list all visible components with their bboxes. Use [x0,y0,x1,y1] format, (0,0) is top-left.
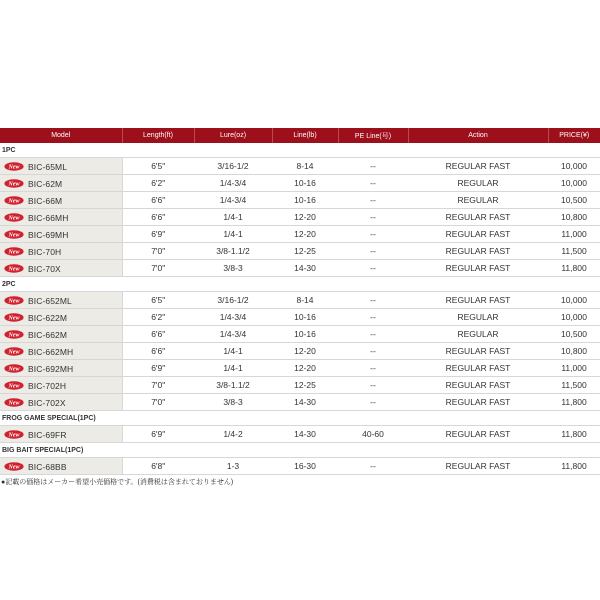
model-name: BIC-692MH [28,363,74,374]
line-cell: 8-14 [272,158,338,175]
length-cell: 7'0" [122,260,194,277]
model-cell [0,192,122,209]
action-cell: REGULAR FAST [408,243,548,260]
pe-line-cell: -- [338,458,408,475]
table-row [0,426,600,443]
price-cell: 11,800 [548,260,600,277]
price-cell: 10,000 [548,292,600,309]
model-name: BIC-68BB [28,461,67,472]
price-cell: 11,000 [548,226,600,243]
model-name: BIC-702X [28,397,66,408]
model-cell [0,377,122,394]
price-cell: 11,500 [548,377,600,394]
rod-spec-table [0,128,600,475]
length-cell: 7'0" [122,377,194,394]
pe-line-cell: -- [338,394,408,411]
table-row [0,360,600,377]
column-header-price: PRICE(¥) [548,128,600,143]
line-cell: 8-14 [272,292,338,309]
price-cell: 11,500 [548,243,600,260]
length-cell: 6'6" [122,326,194,343]
model-name: BIC-65ML [28,161,68,172]
length-cell: 6'5" [122,292,194,309]
action-cell: REGULAR FAST [408,260,548,277]
length-cell: 7'0" [122,243,194,260]
model-name: BIC-622M [28,312,68,323]
pe-line-cell: -- [338,260,408,277]
new-badge-icon [4,381,24,390]
model-cell [0,226,122,243]
action-cell: REGULAR FAST [408,226,548,243]
lure-cell: 1/4-2 [194,426,272,443]
line-cell: 14-30 [272,426,338,443]
pe-line-cell: -- [338,192,408,209]
new-badge-icon [4,462,24,471]
model-cell [0,209,122,226]
lure-cell: 1/4-3/4 [194,309,272,326]
model-cell [0,175,122,192]
new-badge-icon [4,330,24,339]
model-name: BIC-662M [28,329,68,340]
section-title: 1PC [0,143,600,158]
table-row [0,192,600,209]
length-cell: 6'8" [122,458,194,475]
line-cell: 10-16 [272,175,338,192]
model-cell [0,260,122,277]
lure-cell: 3/8-1.1/2 [194,377,272,394]
lure-cell: 1/4-1 [194,343,272,360]
lure-cell: 3/8-1.1/2 [194,243,272,260]
svg-text:New: New [8,432,20,439]
svg-text:New: New [8,366,20,373]
table-row [0,309,600,326]
action-cell: REGULAR FAST [408,158,548,175]
new-badge-icon [4,247,24,256]
pe-line-cell: -- [338,360,408,377]
new-badge-icon [4,430,24,439]
action-cell: REGULAR [408,326,548,343]
svg-text:New: New [8,349,20,356]
table-row [0,326,600,343]
length-cell: 6'6" [122,192,194,209]
length-cell: 6'9" [122,360,194,377]
lure-cell: 1/4-3/4 [194,326,272,343]
column-header-line: Line(lb) [272,128,338,143]
action-cell: REGULAR FAST [408,292,548,309]
model-name: BIC-66MH [28,212,69,223]
new-badge-icon [4,196,24,205]
line-cell: 16-30 [272,458,338,475]
lure-cell: 1/4-1 [194,209,272,226]
price-cell: 10,000 [548,175,600,192]
section-header-row [0,143,600,158]
length-cell: 6'9" [122,426,194,443]
pe-line-cell: -- [338,326,408,343]
model-cell [0,158,122,175]
section-header-row [0,277,600,292]
lure-cell: 3/16-1/2 [194,158,272,175]
action-cell: REGULAR FAST [408,394,548,411]
line-cell: 10-16 [272,326,338,343]
table-row [0,260,600,277]
action-cell: REGULAR FAST [408,377,548,394]
new-badge-icon [4,230,24,239]
new-badge-icon [4,347,24,356]
price-cell: 10,800 [548,343,600,360]
section-title: BIG BAIT SPECIAL(1PC) [0,443,600,458]
pe-line-cell: 40-60 [338,426,408,443]
model-name: BIC-70H [28,246,62,257]
svg-text:New: New [8,249,20,256]
model-cell [0,343,122,360]
price-cell: 10,000 [548,309,600,326]
table-row [0,226,600,243]
line-cell: 12-20 [272,360,338,377]
price-footnote: ●記載の価格はメーカー希望小売価格です。(消費税は含まれておりません) [1,479,234,486]
pe-line-cell: -- [338,175,408,192]
line-cell: 10-16 [272,192,338,209]
length-cell: 6'2" [122,309,194,326]
line-cell: 12-20 [272,209,338,226]
action-cell: REGULAR FAST [408,343,548,360]
pe-line-cell: -- [338,292,408,309]
svg-text:New: New [8,332,20,339]
action-cell: REGULAR FAST [408,209,548,226]
model-name: BIC-62M [28,178,63,189]
pe-line-cell: -- [338,343,408,360]
price-cell: 11,800 [548,458,600,475]
pe-line-cell: -- [338,309,408,326]
price-cell: 10,500 [548,192,600,209]
length-cell: 6'2" [122,175,194,192]
model-cell [0,426,122,443]
column-header-action: Action [408,128,548,143]
action-cell: REGULAR [408,192,548,209]
new-badge-icon [4,213,24,222]
svg-text:New: New [8,198,20,205]
table-row [0,175,600,192]
svg-text:New: New [8,464,20,471]
svg-text:New: New [8,383,20,390]
model-name: BIC-69FR [28,429,67,440]
model-cell [0,309,122,326]
table-row [0,394,600,411]
pe-line-cell: -- [338,243,408,260]
model-name: BIC-662MH [28,346,74,357]
price-cell: 10,000 [548,158,600,175]
lure-cell: 1/4-3/4 [194,175,272,192]
line-cell: 14-30 [272,394,338,411]
table-row [0,343,600,360]
svg-text:New: New [8,400,20,407]
line-cell: 14-30 [272,260,338,277]
line-cell: 10-16 [272,309,338,326]
table-row [0,292,600,309]
price-cell: 11,000 [548,360,600,377]
svg-text:New: New [8,266,20,273]
action-cell: REGULAR [408,175,548,192]
model-cell [0,394,122,411]
action-cell: REGULAR FAST [408,426,548,443]
model-cell [0,326,122,343]
table-header-row [0,128,600,143]
lure-cell: 1/4-1 [194,360,272,377]
svg-text:New: New [8,215,20,222]
table-row [0,458,600,475]
line-cell: 12-25 [272,243,338,260]
column-header-length: Length(ft) [122,128,194,143]
table-row [0,377,600,394]
model-name: BIC-66M [28,195,63,206]
price-cell: 10,800 [548,209,600,226]
section-title: 2PC [0,277,600,292]
svg-text:New: New [8,232,20,239]
model-name: BIC-70X [28,263,61,274]
model-cell [0,360,122,377]
length-cell: 6'6" [122,343,194,360]
lure-cell: 1/4-1 [194,226,272,243]
spec-table-container [0,128,600,487]
line-cell: 12-25 [272,377,338,394]
model-name: BIC-69MH [28,229,69,240]
new-badge-icon [4,162,24,171]
lure-cell: 3/8-3 [194,260,272,277]
table-row [0,158,600,175]
length-cell: 6'9" [122,226,194,243]
model-cell [0,243,122,260]
action-cell: REGULAR FAST [408,360,548,377]
section-title: FROG GAME SPECIAL(1PC) [0,411,600,426]
svg-text:New: New [8,315,20,322]
model-cell [0,292,122,309]
model-name: BIC-702H [28,380,67,391]
model-name: BIC-652ML [28,295,72,306]
action-cell: REGULAR FAST [408,458,548,475]
line-cell: 12-20 [272,343,338,360]
pe-line-cell: -- [338,377,408,394]
action-cell: REGULAR [408,309,548,326]
lure-cell: 1-3 [194,458,272,475]
column-header-pe-line: PE Line(号) [338,128,408,143]
lure-cell: 3/8-3 [194,394,272,411]
price-cell: 11,800 [548,394,600,411]
length-cell: 6'5" [122,158,194,175]
table-body [0,143,600,475]
section-header-row [0,443,600,458]
new-badge-icon [4,364,24,373]
line-cell: 12-20 [272,226,338,243]
pe-line-cell: -- [338,209,408,226]
table-row [0,209,600,226]
new-badge-icon [4,398,24,407]
lure-cell: 1/4-3/4 [194,192,272,209]
new-badge-icon [4,313,24,322]
new-badge-icon [4,179,24,188]
new-badge-icon [4,264,24,273]
column-header-model: Model [0,128,122,143]
model-cell [0,458,122,475]
table-row [0,243,600,260]
length-cell: 7'0" [122,394,194,411]
price-cell: 10,500 [548,326,600,343]
pe-line-cell: -- [338,226,408,243]
price-cell: 11,800 [548,426,600,443]
svg-text:New: New [8,298,20,305]
new-badge-icon [4,296,24,305]
svg-text:New: New [8,181,20,188]
section-header-row [0,411,600,426]
column-header-lure: Lure(oz) [194,128,272,143]
length-cell: 6'6" [122,209,194,226]
pe-line-cell: -- [338,158,408,175]
lure-cell: 3/16-1/2 [194,292,272,309]
svg-text:New: New [8,164,20,171]
